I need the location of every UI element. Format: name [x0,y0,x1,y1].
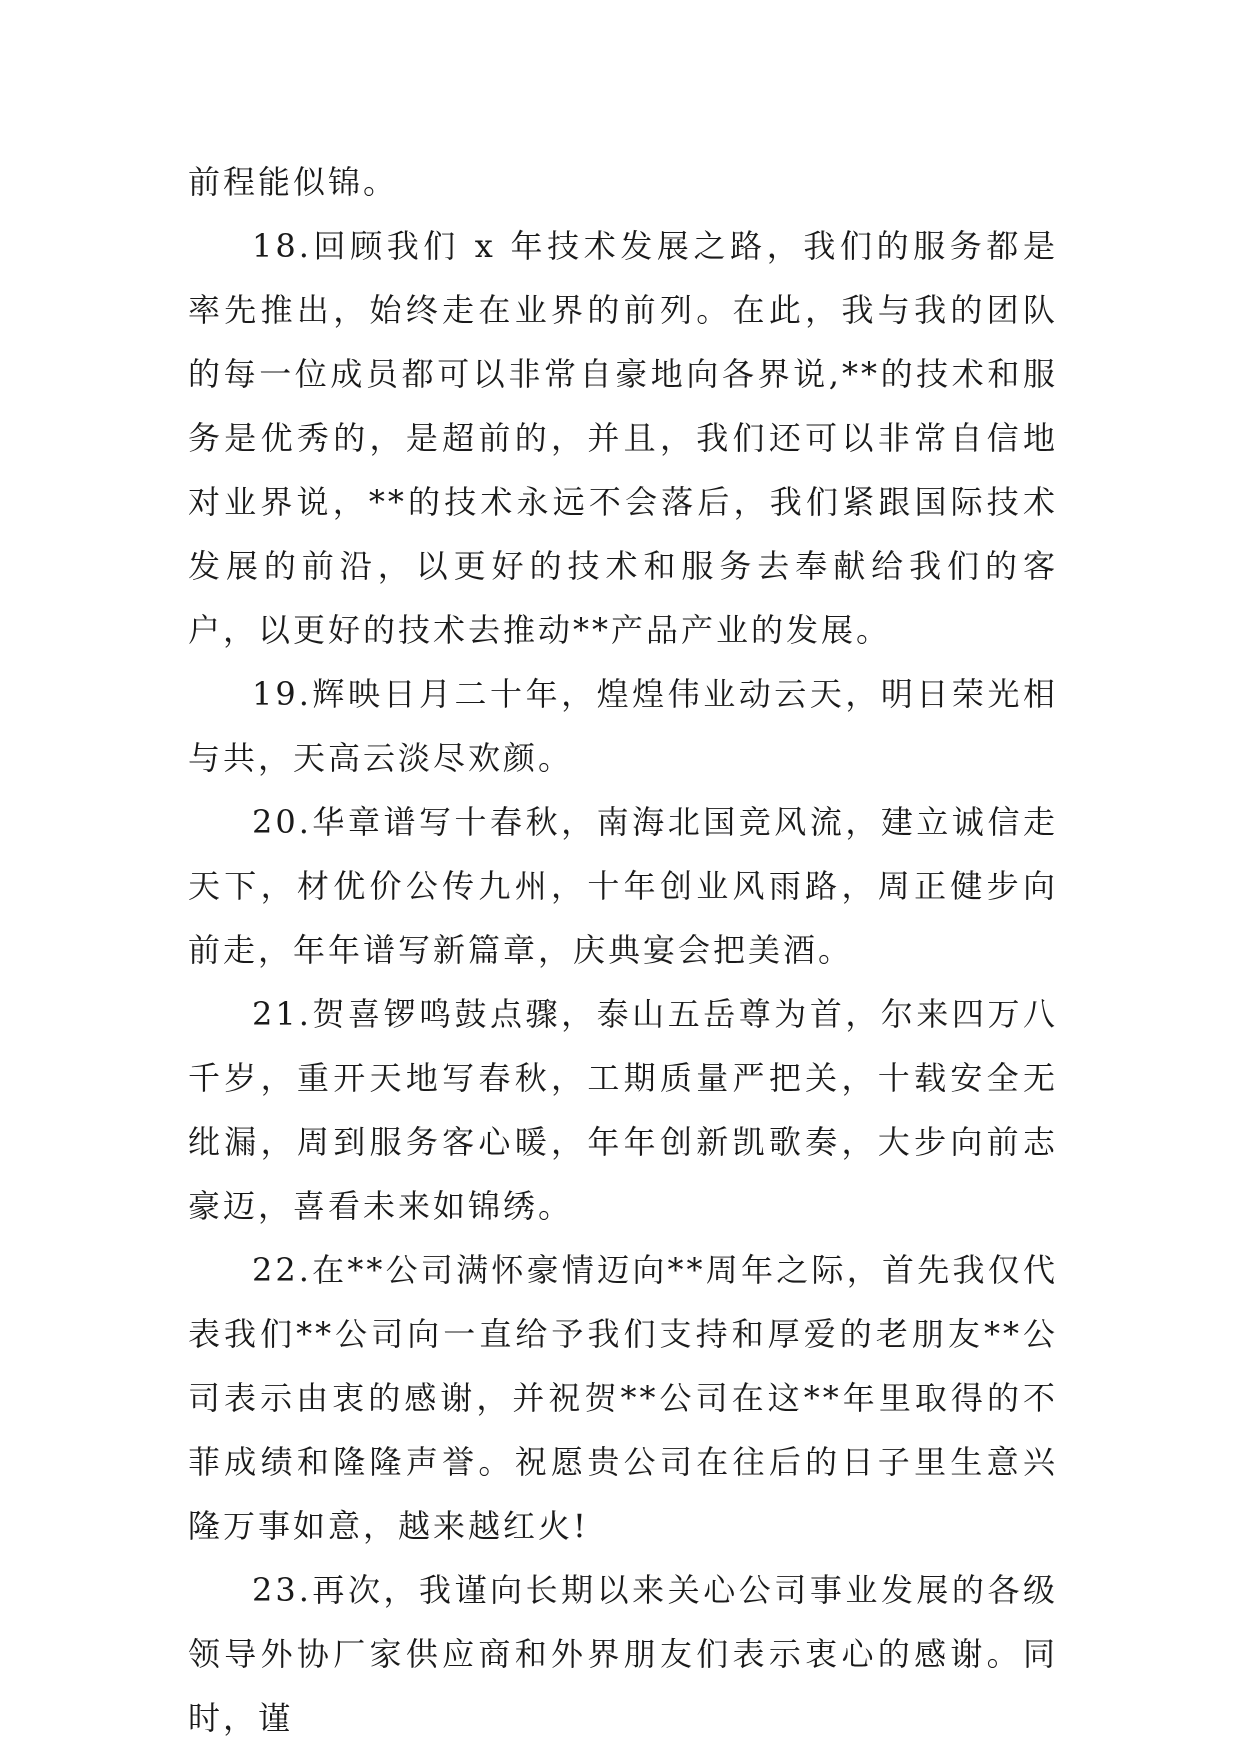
paragraph-item-23: 23.再次，我谨向长期以来关心公司事业发展的各级领导外协厂家供应商和外界朋友们表示衷心的感谢。同时，谨 [188,1571,1058,1737]
paragraph-item-18: 18.回顾我们 x 年技术发展之路，我们的服务都是率先推出，始终走在业界的前列。在此，我与我的团队的每一位成员都可以非常自豪地向各界说,**的技术和服务是优秀的，是超前的，并且，我们还可以非常自信地对业界说，**的技术永远不会落后，我们紧跟国际技术发展的前沿，以更好的技术和服务去奉献给我们的客户，以更好的技术去推动**产品产业的发展。 [188,227,1058,649]
paragraph-item-22: 22.在**公司满怀豪情迈向**周年之际，首先我仅代表我们**公司向一直给予我们支持和厚爱的老朋友**公司表示由衷的感谢，并祝贺**公司在这**年里取得的不菲成绩和隆隆声誉。祝愿贵公司在往后的日子里生意兴隆万事如意，越来越红火! [188,1251,1058,1545]
paragraph-item-20: 20.华章谱写十春秋，南海北国竞风流，建立诚信走天下，材优价公传九州，十年创业风雨路，周正健步向前走，年年谱写新篇章，庆典宴会把美酒。 [188,803,1058,969]
paragraph-continuation: 前程能似锦。 [188,163,399,201]
paragraph-item-21: 21.贺喜锣鸣鼓点骤，泰山五岳尊为首，尔来四万八千岁，重开天地写春秋，工期质量严把关，十载安全无纰漏，周到服务客心暖，年年创新凯歌奏，大步向前志豪迈，喜看未来如锦绣。 [188,995,1058,1225]
document-body [188,150,1058,1750]
paragraph-item-19: 19.辉映日月二十年，煌煌伟业动云天，明日荣光相与共，天高云淡尽欢颜。 [188,675,1058,777]
